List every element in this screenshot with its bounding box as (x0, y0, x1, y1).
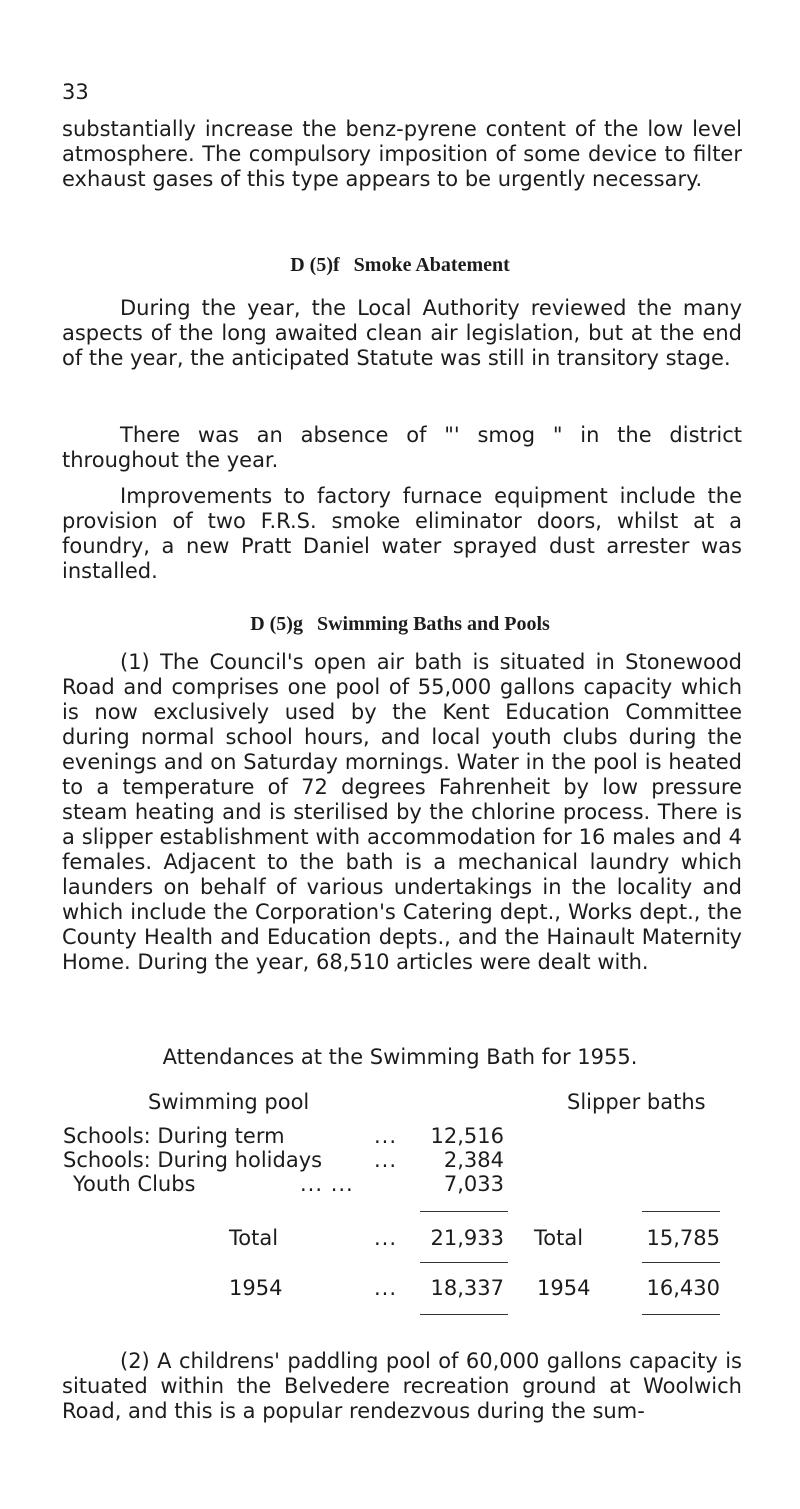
paragraph-open-air-bath: (1) The Council's open air bath is situated in Stonewood Road and comprises one pool of 55,000 gallons capacity which is now exclusively used by the Kent Education Committee during normal school hours, and local youth clubs during the evenings and on Saturday mornings. Water in the pool is heated to a temperature of 72 degrees Fahrenheit by low pressure steam heating and is sterilised by the chlorine process. There is a slipper establishment with accommodation for 16 males and 4 females. Adjacent to the bath is a mechanical laundry which launders on behalf of various undertakings in the locality and which include the Corporation's Catering dept., Works dept., the County Health and Education depts., and the Hainault Maternity Home. During the year, 68,510 articles were dealt with. (62, 650, 742, 974)
rule-line (420, 1314, 508, 1315)
section-heading-smoke-abatement (0, 254, 800, 277)
leader-dots: ... (374, 1148, 398, 1172)
leader-dots: ... (374, 1226, 398, 1250)
paragraph-paddling-pool: (2) A childrens' paddling pool of 60,000 gallons capacity is situated within the Belvedere recreation ground at Woolwich Road, and this is a popular rendezvous during the sum- (62, 1349, 742, 1423)
table-caption: Attendances at the Swimming Bath for 1955. (162, 1045, 638, 1069)
section-title: Smoke Abatement (353, 254, 510, 276)
rule-line (642, 1262, 720, 1263)
total-pool-value: 21,933 (430, 1226, 504, 1250)
row-value: 7,033 (443, 1172, 504, 1196)
paragraph-continued: substantially increase the benz-pyrene content of the low level atmosphere. The compulsory imposition of some device to filter exhaust gases of this type appears to be urgently necessary. (62, 117, 742, 191)
total-label: Total (229, 1226, 279, 1250)
slipper-total-label: Total (534, 1226, 584, 1250)
leader-dots: ... ... (300, 1172, 354, 1196)
row-label: Schools: During term (63, 1124, 285, 1148)
rule-line (642, 1314, 720, 1315)
prev-slipper-value: 16,430 (646, 1276, 720, 1300)
row-value: 12,516 (430, 1124, 504, 1148)
row-label: Youth Clubs (73, 1172, 196, 1196)
leader-dots: ... (374, 1124, 398, 1148)
prev-pool-value: 18,337 (430, 1276, 504, 1300)
column-header-swimming-pool: Swimming pool (148, 1090, 310, 1114)
column-header-slipper-baths: Slipper baths (567, 1090, 706, 1114)
paragraph-smog: There was an absence of "' smog " in the district throughout the year. (62, 423, 742, 472)
prev-year-label: 1954 (229, 1276, 283, 1300)
section-code: D (5)g (250, 613, 303, 635)
section-heading-swimming-baths (0, 613, 800, 636)
row-label: Schools: During holidays (63, 1148, 323, 1172)
total-slipper-value: 15,785 (646, 1226, 720, 1250)
rule-line (420, 1262, 508, 1263)
rule-line (420, 1211, 508, 1212)
leader-dots: ... (374, 1276, 398, 1300)
page-number: 33 (62, 80, 89, 104)
row-value: 2,384 (443, 1148, 504, 1172)
section-code: D (5)f (290, 254, 340, 276)
paragraph-furnace: Improvements to factory furnace equipment include the provision of two F.R.S. smoke eliminator doors, whilst at a foundry, a new Pratt Daniel water sprayed dust arrester was installed. (62, 484, 742, 583)
section-title: Swimming Baths and Pools (316, 613, 550, 635)
slipper-prev-label: 1954 (537, 1276, 591, 1300)
rule-line (642, 1211, 720, 1212)
paragraph-clean-air: During the year, the Local Authority reviewed the many aspects of the long awaited clean air legislation, but at the end of the year, the anticipated Statute was still in transitory stage. (62, 296, 742, 370)
